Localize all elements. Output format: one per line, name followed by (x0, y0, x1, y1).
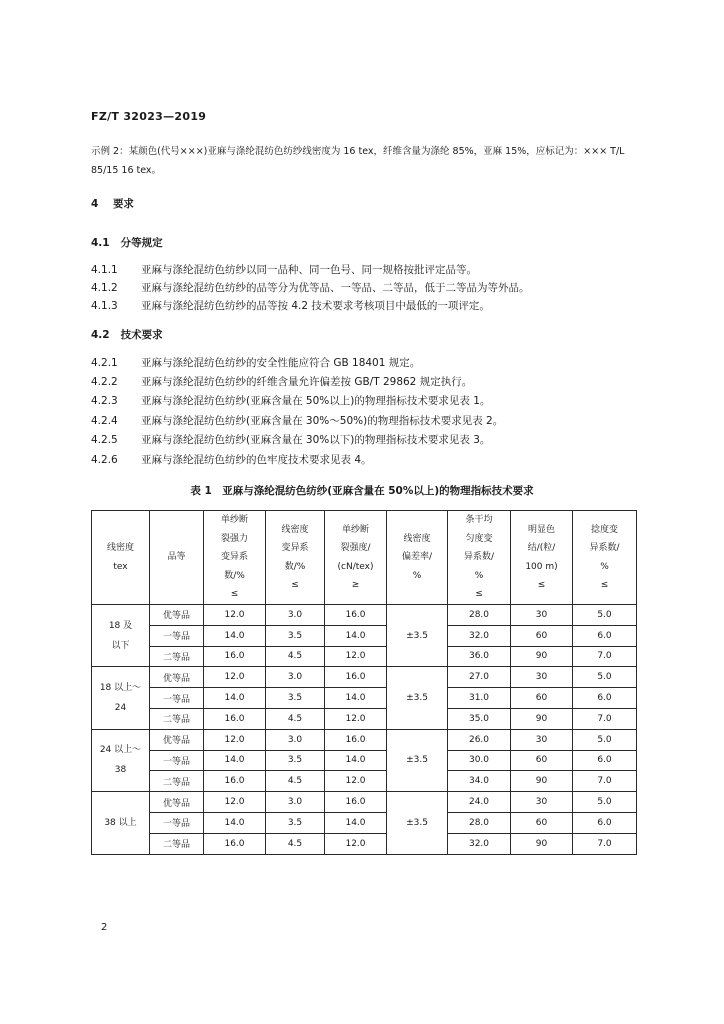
grade-cell: 一等品 (150, 812, 204, 833)
density-cv-cell: 4.5 (266, 708, 325, 729)
density-cv-cell: 3.0 (266, 729, 325, 750)
deviation-cell: ±3.5 (387, 729, 448, 791)
table-row (92, 771, 637, 792)
clause-text: 亚麻与涤纶混纺色纺纱以同一品种、同一色号、同一规格按批评定品等。 (141, 264, 477, 276)
density-cv-cell: 3.0 (266, 667, 325, 688)
clause-number: 4.2.2 (91, 376, 118, 388)
header-line: 变异系 (281, 543, 309, 553)
density-line: 38 以上 (104, 817, 137, 828)
header-line: 裂强度/ (340, 543, 371, 553)
deviation-cell: ±3.5 (387, 605, 448, 667)
header-line: 数/% (284, 561, 306, 572)
clause-4-2-4 (91, 413, 503, 428)
density-group-cell (92, 729, 150, 791)
clause-4-1-2 (91, 280, 530, 295)
clause-text: 亚麻与涤纶混纺色纺纱(亚麻含量在 30%以下)的物理指标技术要求见表 3。 (141, 434, 491, 446)
grade-cell: 优等品 (150, 605, 204, 626)
header-line: 线密度 (403, 533, 431, 544)
clause-4-2-1 (91, 355, 420, 370)
header-line: % (412, 570, 422, 581)
table-row (92, 729, 637, 750)
table-row (92, 625, 637, 646)
neps-cell: 60 (511, 625, 573, 646)
neps-cell: 30 (511, 605, 573, 626)
tenacity-cell: 14.0 (325, 812, 387, 833)
density-cv-cell: 3.5 (266, 625, 325, 646)
twist-cv-cell: 5.0 (573, 729, 637, 750)
grade-cell: 二等品 (150, 833, 204, 854)
evenness-cv-cell: 28.0 (448, 605, 511, 626)
density-cv-cell: 4.5 (266, 646, 325, 667)
tenacity-cell: 12.0 (325, 771, 387, 792)
clause-4-2-5 (91, 432, 490, 447)
density-header (92, 511, 150, 605)
evenness-cv-cell: 27.0 (448, 667, 511, 688)
density-cv-cell: 3.5 (266, 750, 325, 771)
clause-number: 4.2.6 (91, 454, 118, 466)
twist-cv-cell: 5.0 (573, 792, 637, 813)
density-group-cell (92, 605, 150, 667)
header-line: (cN/tex) (337, 561, 374, 572)
grade-cell: 优等品 (150, 729, 204, 750)
twist-cv-cell: 6.0 (573, 812, 637, 833)
strength-cv-cell: 12.0 (204, 729, 266, 750)
table-row (92, 605, 637, 626)
twist-cv-cell: 7.0 (573, 646, 637, 667)
header-line: 线密度 (281, 524, 309, 535)
clause-number: 4.1.1 (91, 264, 118, 276)
section-4-2-heading (91, 327, 163, 342)
header-line: ≥ (351, 580, 360, 590)
clause-4-1-3 (91, 298, 490, 313)
tenacity-header (325, 511, 387, 605)
example-text: 示例 2：某颜色(代号×××)亚麻与涤纶混纺色纺纱线密度为 16 tex，纤维含量为涤纶 85%，亚麻 15%，应标记为：××× T/L 85/15 16 tex。 (91, 146, 625, 176)
header-line: 明显色 (527, 524, 555, 535)
clause-text: 亚麻与涤纶混纺色纺纱的品等按 4.2 技术要求考核项目中最低的一项评定。 (141, 300, 490, 312)
clause-4-2-6 (91, 452, 372, 467)
header-line: ≤ (537, 580, 546, 590)
density-cv-cell: 4.5 (266, 833, 325, 854)
tenacity-cell: 16.0 (325, 792, 387, 813)
density-cv-cell: 3.5 (266, 812, 325, 833)
section-title: 要求 (112, 198, 134, 210)
neps-header (511, 511, 573, 605)
neps-cell: 90 (511, 708, 573, 729)
evenness-cv-header (448, 511, 511, 605)
strength-cv-cell: 12.0 (204, 667, 266, 688)
grade-header (150, 511, 204, 605)
twist-cv-cell: 6.0 (573, 750, 637, 771)
density-line: 24 以上～ (99, 745, 142, 756)
table-1-title: 表 1 亚麻与涤纶混纺色纺纱(亚麻含量在 50%以上)的物理指标技术要求 (190, 485, 534, 497)
section-title: 分等规定 (120, 237, 163, 249)
clause-4-2-2 (91, 374, 472, 389)
tenacity-cell: 14.0 (325, 750, 387, 771)
clause-4-1-1 (91, 262, 477, 277)
header-line: 线密度 (106, 543, 134, 553)
header-line: 结/(粒/ (527, 543, 556, 553)
grade-cell: 二等品 (150, 708, 204, 729)
header-line: 品等 (167, 552, 186, 563)
density-cv-header (266, 511, 325, 605)
tenacity-cell: 14.0 (325, 688, 387, 709)
header-line: 裂强力 (220, 533, 248, 544)
clause-number: 4.2.4 (91, 415, 118, 427)
neps-cell: 90 (511, 771, 573, 792)
section-4-heading (91, 196, 134, 211)
density-line: 18 及 (108, 620, 133, 631)
twist-cv-header (573, 511, 637, 605)
header-line: 变异系 (220, 552, 248, 563)
evenness-cv-cell: 30.0 (448, 750, 511, 771)
neps-cell: 60 (511, 812, 573, 833)
clause-text: 亚麻与涤纶混纺色纺纱(亚麻含量在 50%以上)的物理指标技术要求见表 1。 (141, 395, 491, 407)
clause-number: 4.2.3 (91, 395, 118, 407)
section-4-1-heading (91, 235, 163, 250)
deviation-cell: ±3.5 (387, 667, 448, 729)
evenness-cv-cell: 32.0 (448, 833, 511, 854)
table-row (92, 688, 637, 709)
neps-cell: 30 (511, 667, 573, 688)
table-row (92, 646, 637, 667)
strength-cv-cell: 16.0 (204, 708, 266, 729)
header-line: 单纱断 (220, 515, 248, 526)
table-header-row (92, 511, 637, 605)
neps-cell: 60 (511, 688, 573, 709)
grade-cell: 一等品 (150, 625, 204, 646)
header-line: % (600, 561, 609, 572)
density-line: 38 (114, 765, 127, 776)
evenness-cv-cell: 31.0 (448, 688, 511, 709)
evenness-cv-cell: 28.0 (448, 812, 511, 833)
strength-cv-cell: 14.0 (204, 812, 266, 833)
neps-cell: 30 (511, 729, 573, 750)
neps-cell: 90 (511, 833, 573, 854)
table-row (92, 792, 637, 813)
density-cv-cell: 3.0 (266, 605, 325, 626)
clause-number: 4.2.5 (91, 434, 118, 446)
header-line: ≤ (230, 589, 239, 600)
header-line: ≤ (475, 589, 483, 600)
header-line: tex (113, 561, 128, 572)
density-line: 以下 (111, 640, 130, 651)
twist-cv-cell: 6.0 (573, 625, 637, 646)
page-number: 2 (101, 922, 108, 933)
tenacity-cell: 16.0 (325, 605, 387, 626)
twist-cv-cell: 5.0 (573, 667, 637, 688)
strength-cv-cell: 14.0 (204, 688, 266, 709)
tenacity-cell: 14.0 (325, 625, 387, 646)
neps-cell: 90 (511, 646, 573, 667)
table-row (92, 812, 637, 833)
section-number: 4.2 (91, 329, 110, 341)
evenness-cv-cell: 24.0 (448, 792, 511, 813)
neps-cell: 30 (511, 792, 573, 813)
clause-text: 亚麻与涤纶混纺色纺纱的品等分为优等品、一等品、二等品，低于二等品为等外品。 (141, 282, 530, 294)
clause-text: 亚麻与涤纶混纺色纺纱的色牢度技术要求见表 4。 (141, 454, 372, 466)
clause-4-2-3 (91, 393, 490, 408)
density-group-cell (92, 792, 150, 854)
header-line: ≤ (291, 580, 299, 590)
density-group-cell (92, 667, 150, 729)
header-line: 异系数/ (589, 543, 620, 553)
clause-text: 亚麻与涤纶混纺色纺纱(亚麻含量在 30%～50%)的物理指标技术要求见表 2。 (141, 415, 504, 427)
twist-cv-cell: 7.0 (573, 833, 637, 854)
grade-cell: 一等品 (150, 688, 204, 709)
strength-cv-cell: 16.0 (204, 833, 266, 854)
table-row (92, 750, 637, 771)
grade-cell: 一等品 (150, 750, 204, 771)
table-row (92, 833, 637, 854)
evenness-cv-cell: 35.0 (448, 708, 511, 729)
density-cv-cell: 3.0 (266, 792, 325, 813)
strength-cv-cell: 12.0 (204, 605, 266, 626)
header-line: 条干均 (465, 515, 493, 526)
header-line: 数/% (224, 570, 245, 581)
strength-cv-cell: 14.0 (204, 750, 266, 771)
strength-cv-cell: 12.0 (204, 792, 266, 813)
strength-cv-header (204, 511, 266, 605)
header-line: 100 m) (525, 561, 558, 572)
twist-cv-cell: 7.0 (573, 708, 637, 729)
clause-number: 4.2.1 (91, 357, 118, 369)
header-line: 匀度变 (465, 533, 493, 544)
section-number: 4 (91, 198, 99, 210)
neps-cell: 60 (511, 750, 573, 771)
twist-cv-cell: 6.0 (573, 688, 637, 709)
header-line: 偏差率/ (401, 552, 433, 563)
grade-cell: 二等品 (150, 771, 204, 792)
tenacity-cell: 12.0 (325, 833, 387, 854)
clause-number: 4.1.3 (91, 300, 118, 312)
header-line: 异系数/ (463, 552, 495, 563)
tenacity-cell: 12.0 (325, 708, 387, 729)
grade-cell: 优等品 (150, 792, 204, 813)
strength-cv-cell: 16.0 (204, 771, 266, 792)
density-line: 24 (114, 703, 127, 714)
section-number: 4.1 (91, 237, 110, 249)
density-cv-cell: 3.5 (266, 688, 325, 709)
table-row (92, 667, 637, 688)
clause-text: 亚麻与涤纶混纺色纺纱的安全性能应符合 GB 18401 规定。 (141, 357, 421, 369)
section-title: 技术要求 (120, 329, 163, 341)
clause-text: 亚麻与涤纶混纺色纺纱的纤维含量允许偏差按 GB/T 29862 规定执行。 (141, 376, 473, 388)
evenness-cv-cell: 32.0 (448, 625, 511, 646)
twist-cv-cell: 7.0 (573, 771, 637, 792)
clause-number: 4.1.2 (91, 282, 118, 294)
header-line: ≤ (600, 580, 609, 590)
tenacity-cell: 16.0 (325, 667, 387, 688)
evenness-cv-cell: 26.0 (448, 729, 511, 750)
deviation-cell: ±3.5 (387, 792, 448, 854)
evenness-cv-cell: 36.0 (448, 646, 511, 667)
strength-cv-cell: 14.0 (204, 625, 266, 646)
standard-code: FZ/T 32023—2019 (91, 110, 207, 123)
grade-cell: 优等品 (150, 667, 204, 688)
header-line: 捻度变 (590, 524, 618, 535)
density-cv-cell: 4.5 (266, 771, 325, 792)
table-1 (91, 510, 637, 855)
twist-cv-cell: 5.0 (573, 605, 637, 626)
tenacity-cell: 12.0 (325, 646, 387, 667)
tenacity-cell: 16.0 (325, 729, 387, 750)
grade-cell: 二等品 (150, 646, 204, 667)
density-line: 18 以上～ (99, 683, 142, 694)
evenness-cv-cell: 34.0 (448, 771, 511, 792)
strength-cv-cell: 16.0 (204, 646, 266, 667)
header-line: % (474, 570, 484, 581)
header-line: 单纱断 (341, 524, 369, 535)
table-row (92, 708, 637, 729)
deviation-header (387, 511, 448, 605)
